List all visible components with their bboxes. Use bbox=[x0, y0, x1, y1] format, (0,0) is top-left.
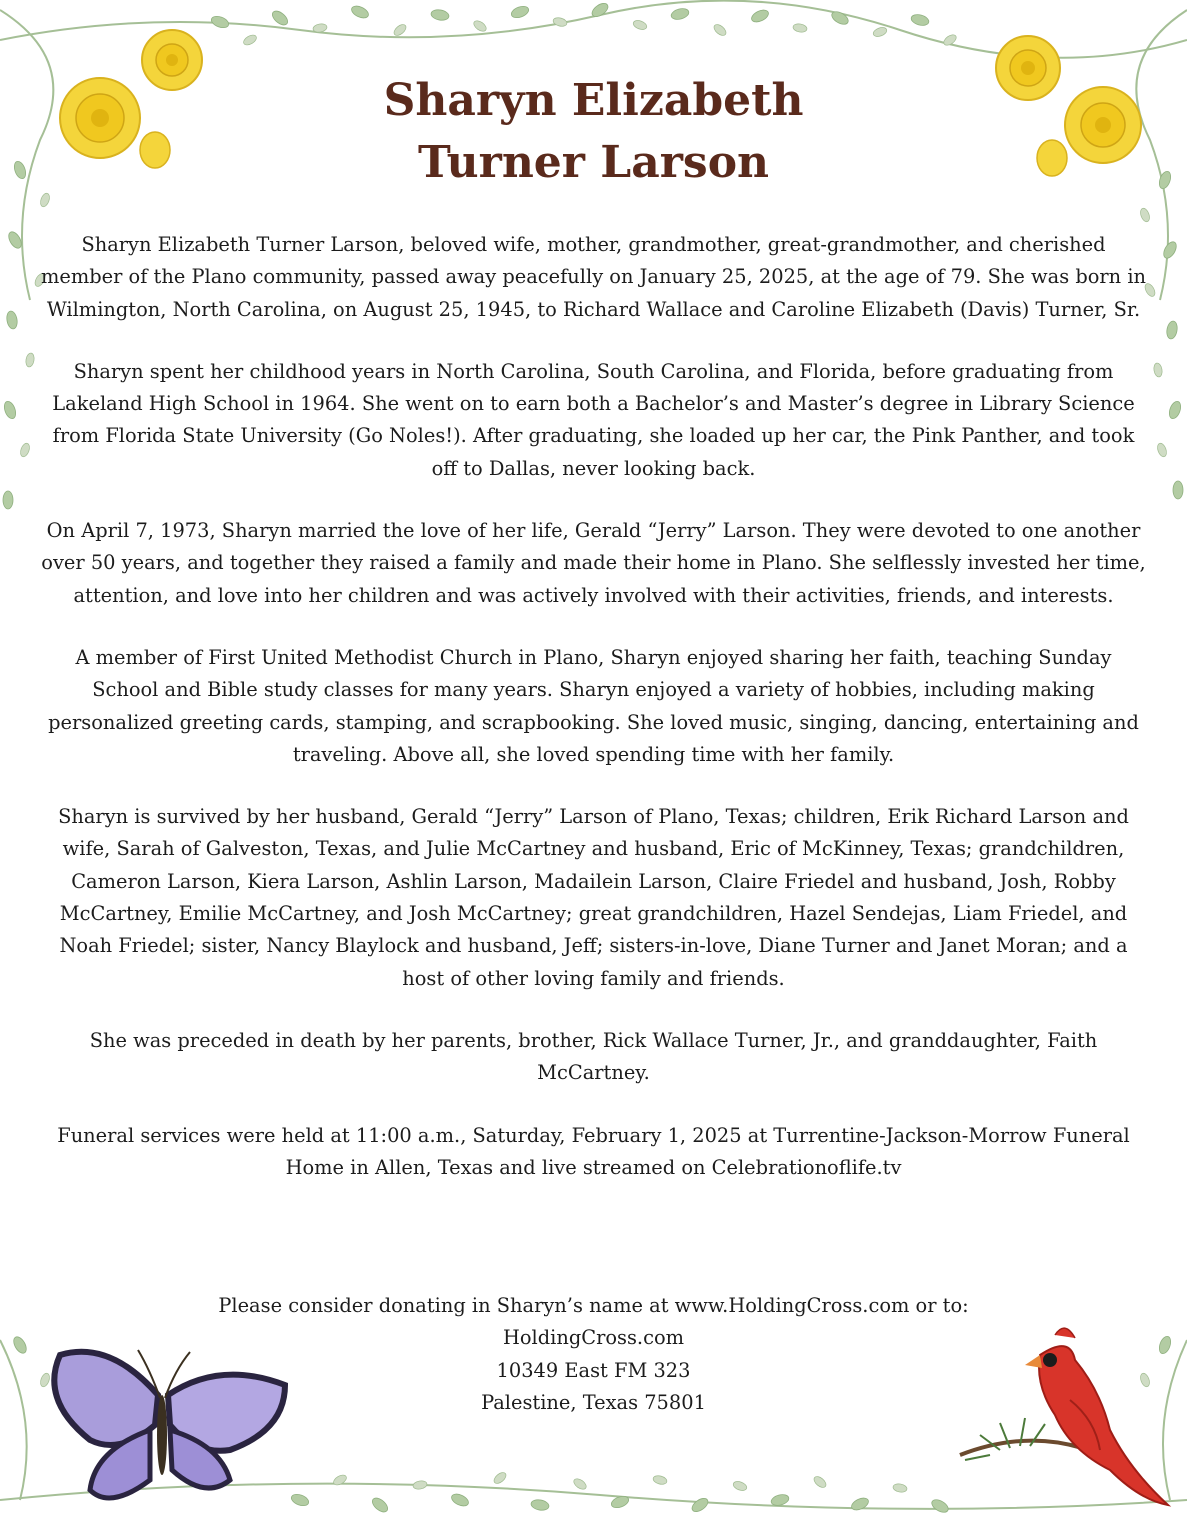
donation-street: 10349 East FM 323 bbox=[496, 1358, 691, 1382]
title-line-1: Sharyn Elizabeth bbox=[383, 75, 804, 126]
paragraph-services: Funeral services were held at 11:00 a.m., Saturday, February 1, 2025 at Turrentine-Jackson-Morrow Funeral Home in Allen, Texas and live streamed on Celebrationoflife.tv bbox=[57, 1123, 1130, 1179]
paragraph-preceded: She was preceded in death by her parents, brother, Rick Wallace Turner, Jr., and granddaughter, Faith McCartney. bbox=[89, 1028, 1098, 1085]
paragraph-childhood: Sharyn spent her childhood years in North Carolina, South Carolina, and Florida, before graduating from Lakeland High School in 1964. She went on to earn both a Bachelor’s and Master’s degree in Library Science from Florida State University (Go Noles!). After graduating, she loaded up her car, the Pink Panther, and took off to Dallas, never looking back. bbox=[52, 359, 1135, 480]
paragraph-survivors: Sharyn is survived by her husband, Gerald “Jerry” Larson of Plano, Texas; children, Erik Richard Larson and wife, Sarah of Galveston, Texas, and Julie McCartney and husband, Eric of McKinney, Texas; grandchildren, Cameron Larson, Kiera Larson, Ashlin Larson, Madailein Larson, Claire Friedel and husband, Josh, Robby McCartney, Emilie McCartney, and Josh McCartney; great grandchildren, Hazel Sendejas, Liam Friedel, and Noah Friedel; sister, Nancy Blaylock and husband, Jeff; sisters-in-love, Diane Turner and Janet Moran; and a host of other loving family and friends. bbox=[58, 805, 1129, 990]
title-line-2: Turner Larson bbox=[417, 137, 770, 188]
paragraph-church-hobbies: A member of First United Methodist Church in Plano, Sharyn enjoyed sharing her faith, teaching Sunday School and Bible study classes for many years. Sharyn enjoyed a variety of hobbies, including making personalized greeting cards, stamping, and scrapbooking. She loved music, singing, dancing, entertaining and traveling. Above all, she loved spending time with her family. bbox=[48, 645, 1139, 766]
donation-name: HoldingCross.com bbox=[502, 1326, 685, 1350]
paragraph-intro: Sharyn Elizabeth Turner Larson, beloved wife, mother, grandmother, great-grandmother, and cherished member of the Plano community, passed away peacefully on January 25, 2025, at the age of 79. She was born in Wilmington, North Carolina, on August 25, 1945, to Richard Wallace and Caroline Elizabeth (Davis) Turner, Sr. bbox=[40, 233, 1147, 321]
page-title bbox=[300, 70, 887, 194]
donation-city: Palestine, Texas 75801 bbox=[481, 1390, 706, 1414]
donation-block bbox=[180, 1290, 1007, 1419]
donation-intro: Please consider donating in Sharyn’s name at www.HoldingCross.com or to: bbox=[218, 1294, 969, 1317]
obituary-body bbox=[40, 229, 1147, 1214]
paragraph-marriage: On April 7, 1973, Sharyn married the love of her life, Gerald “Jerry” Larson. They were devoted to one another over 50 years, and together they raised a family and made their home in Plano. She selflessly invested her time, attention, and love into her children and was actively involved with their activities, friends, and interests. bbox=[41, 519, 1146, 607]
